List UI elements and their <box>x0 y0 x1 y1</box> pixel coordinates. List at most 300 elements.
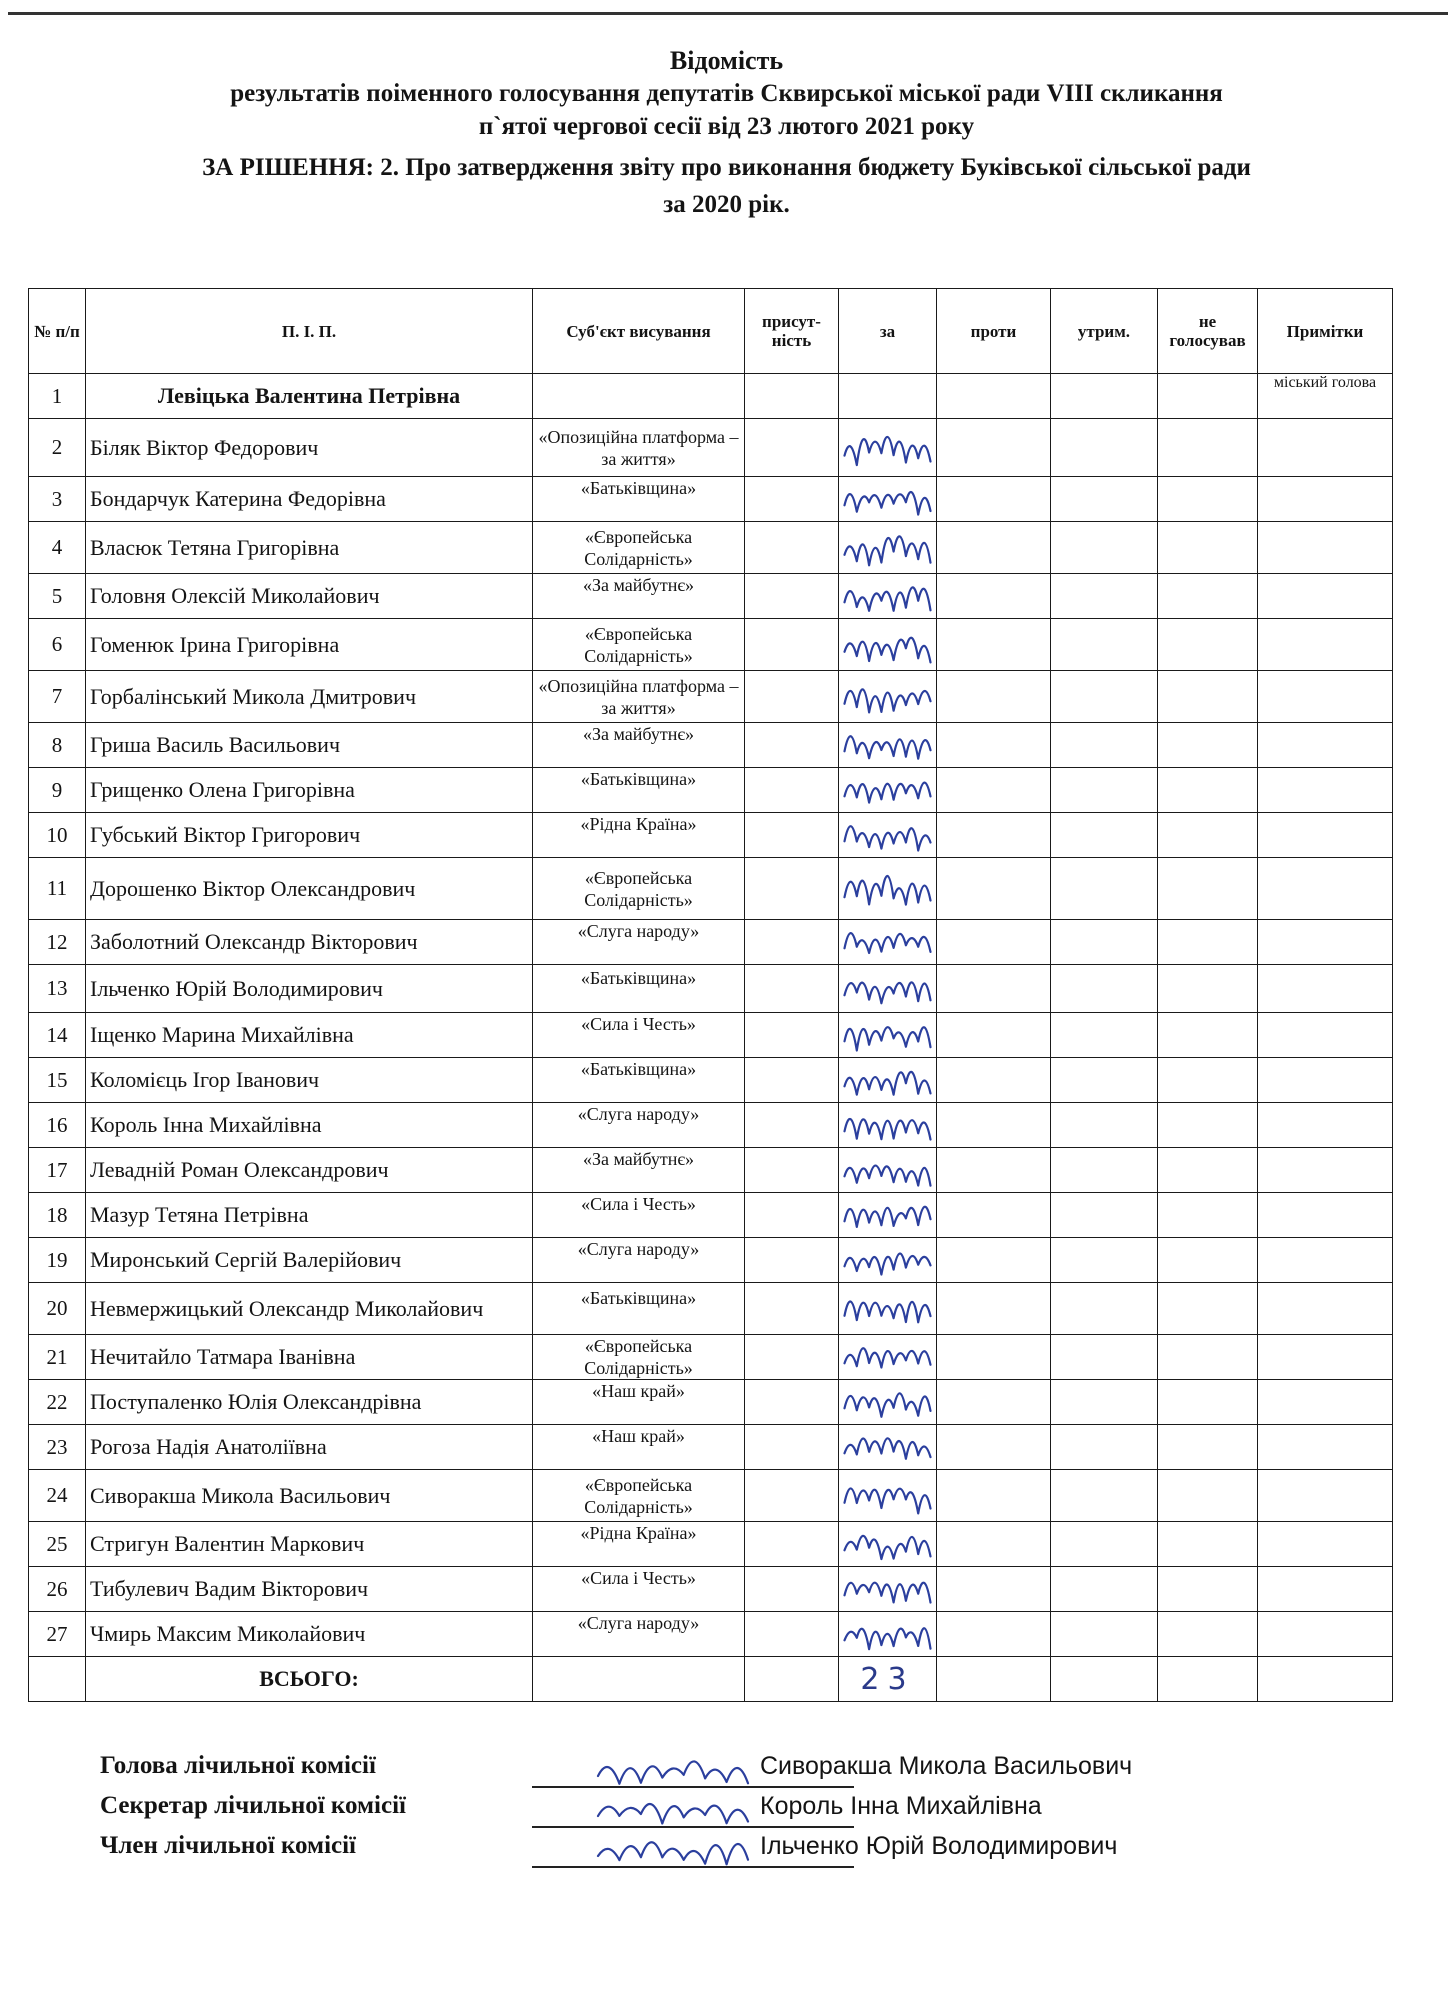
deputy-name: Бондарчук Катерина Федорівна <box>86 477 533 522</box>
note-cell <box>1258 1283 1393 1335</box>
deputy-name: Тибулевич Вадим Вікторович <box>86 1567 533 1612</box>
table-row <box>29 619 1393 671</box>
note-cell <box>1258 671 1393 723</box>
vote-abstain-cell <box>1051 1283 1158 1335</box>
document-header <box>0 44 1453 223</box>
present-cell <box>745 671 839 723</box>
vote-against-cell <box>937 858 1051 920</box>
vote-abstain-cell <box>1051 1335 1158 1380</box>
vote-against-cell <box>937 1193 1051 1238</box>
vote-for-cell <box>839 1522 937 1567</box>
party-cell <box>533 1425 745 1470</box>
vote-for-cell <box>839 374 937 419</box>
row-number: 7 <box>29 671 86 723</box>
vote-against-cell <box>937 1283 1051 1335</box>
note-cell-text <box>1262 1470 1388 1492</box>
party-cell <box>533 1522 745 1567</box>
note-cell-text <box>1262 671 1388 693</box>
vote-for-cell <box>839 1612 937 1657</box>
row-number: 15 <box>29 1058 86 1103</box>
note-cell-text <box>1262 723 1388 745</box>
note-cell <box>1258 1148 1393 1193</box>
row-number: 2 <box>29 419 86 477</box>
vote-abstain-cell <box>1051 1425 1158 1470</box>
header-present: присут-ність <box>745 289 839 374</box>
note-cell <box>1258 477 1393 522</box>
note-cell <box>1258 574 1393 619</box>
note-cell-text: міський голова <box>1273 374 1377 391</box>
document-title: Відомість <box>669 46 784 75</box>
vote-for-cell <box>839 477 937 522</box>
not-voted-cell <box>1158 1425 1258 1470</box>
note-cell-text <box>1262 1425 1388 1447</box>
party-cell <box>533 1335 745 1380</box>
row-number: 24 <box>29 1470 86 1522</box>
top-border-line <box>8 12 1448 15</box>
present-cell <box>745 1058 839 1103</box>
note-cell <box>1258 419 1393 477</box>
table-row <box>29 768 1393 813</box>
deputy-name: Дорошенко Віктор Олександрович <box>86 858 533 920</box>
table-row <box>29 477 1393 522</box>
vote-abstain-cell <box>1051 965 1158 1013</box>
present-cell <box>745 723 839 768</box>
present-cell <box>745 1283 839 1335</box>
vote-for-cell <box>839 1283 937 1335</box>
commission-row <box>100 1792 1400 1832</box>
vote-against-cell <box>937 1103 1051 1148</box>
not-voted-cell <box>1158 1148 1258 1193</box>
row-number: 1 <box>29 374 86 419</box>
row-number: 12 <box>29 920 86 965</box>
row-number: 11 <box>29 858 86 920</box>
not-voted-cell <box>1158 419 1258 477</box>
present-cell <box>745 813 839 858</box>
total-cell-not-voted <box>1158 1657 1258 1702</box>
present-cell <box>745 1148 839 1193</box>
party-cell-text: «За майбутнє» <box>582 724 695 744</box>
party-cell-text: «Рідна Країна» <box>580 814 697 834</box>
table-row <box>29 1470 1393 1522</box>
deputy-name: Рогоза Надія Анатоліївна <box>86 1425 533 1470</box>
total-cell-num <box>29 1657 86 1702</box>
present-cell <box>745 1425 839 1470</box>
table-row <box>29 1148 1393 1193</box>
vote-abstain-cell <box>1051 920 1158 965</box>
present-cell <box>745 1335 839 1380</box>
row-number: 3 <box>29 477 86 522</box>
row-number: 18 <box>29 1193 86 1238</box>
not-voted-cell <box>1158 1380 1258 1425</box>
vote-abstain-cell <box>1051 1013 1158 1058</box>
party-cell <box>533 574 745 619</box>
total-cell-against <box>937 1657 1051 1702</box>
row-number: 16 <box>29 1103 86 1148</box>
party-cell-text: «Європейська Солідарність» <box>584 526 693 569</box>
total-cell-present <box>745 1657 839 1702</box>
note-cell-text <box>1262 1013 1388 1035</box>
party-cell <box>533 1567 745 1612</box>
present-cell <box>745 1193 839 1238</box>
deputy-name: Біляк Віктор Федорович <box>86 419 533 477</box>
deputy-name: Коломієць Ігор Іванович <box>86 1058 533 1103</box>
vote-abstain-cell <box>1051 768 1158 813</box>
row-number: 10 <box>29 813 86 858</box>
vote-against-cell <box>937 1425 1051 1470</box>
party-cell-text: «Опозиційна платформа – за життя» <box>538 675 739 718</box>
deputy-name: Нечитайло Татмара Іванівна <box>86 1335 533 1380</box>
vote-for-cell <box>839 768 937 813</box>
vote-against-cell <box>937 1148 1051 1193</box>
decision-title-1: ЗА РІШЕННЯ: 2. Про затвердження звіту про виконання бюджету Буківської сільської ради <box>202 154 1251 181</box>
note-cell-text <box>1262 1193 1388 1215</box>
row-number: 23 <box>29 1425 86 1470</box>
present-cell <box>745 965 839 1013</box>
deputy-name: Горбалінський Микола Дмитрович <box>86 671 533 723</box>
not-voted-cell <box>1158 574 1258 619</box>
commission-row <box>100 1832 1400 1872</box>
not-voted-cell <box>1158 920 1258 965</box>
vote-against-cell <box>937 671 1051 723</box>
party-cell <box>533 1380 745 1425</box>
party-cell <box>533 1103 745 1148</box>
party-cell-text: «Батьківщина» <box>580 769 697 789</box>
party-cell-text: «За майбутнє» <box>582 1149 695 1169</box>
vote-for-cell <box>839 723 937 768</box>
deputy-name: Ільченко Юрій Володимирович <box>86 965 533 1013</box>
vote-against-cell <box>937 1612 1051 1657</box>
note-cell-text <box>1262 1380 1388 1402</box>
vote-against-cell <box>937 768 1051 813</box>
not-voted-cell <box>1158 1103 1258 1148</box>
row-number: 14 <box>29 1013 86 1058</box>
vote-abstain-cell <box>1051 1522 1158 1567</box>
party-cell <box>533 619 745 671</box>
table-row <box>29 858 1393 920</box>
commission-row <box>100 1752 1400 1792</box>
row-number: 19 <box>29 1238 86 1283</box>
table-row <box>29 671 1393 723</box>
not-voted-cell <box>1158 768 1258 813</box>
vote-for-cell <box>839 858 937 920</box>
commission-name: Ільченко Юрій Володимирович <box>760 1832 1118 1860</box>
party-cell-text: «За майбутнє» <box>582 575 695 595</box>
vote-for-cell <box>839 1425 937 1470</box>
vote-against-cell <box>937 965 1051 1013</box>
party-cell-text: «Батьківщина» <box>580 967 697 988</box>
vote-abstain-cell <box>1051 522 1158 574</box>
vote-abstain-cell <box>1051 419 1158 477</box>
vote-for-cell <box>839 522 937 574</box>
deputy-name: Власюк Тетяна Григорівна <box>86 522 533 574</box>
party-cell-text: «Європейська Солідарність» <box>584 1474 693 1517</box>
party-cell-text: «Сила і Честь» <box>581 1194 696 1214</box>
table-row <box>29 1193 1393 1238</box>
deputy-name: Гриша Василь Васильович <box>86 723 533 768</box>
deputy-name: Миронський Сергій Валерійович <box>86 1238 533 1283</box>
row-number: 20 <box>29 1283 86 1335</box>
party-cell-text: «Батьківщина» <box>580 478 697 498</box>
party-cell <box>533 1612 745 1657</box>
vote-against-cell <box>937 1522 1051 1567</box>
party-cell <box>533 965 745 1013</box>
not-voted-cell <box>1158 1335 1258 1380</box>
party-cell-text: «Слуга народу» <box>577 1104 700 1124</box>
total-row <box>29 1657 1393 1702</box>
note-cell-text <box>1262 1612 1388 1634</box>
present-cell <box>745 574 839 619</box>
commission-role: Секретар лічильної комісії <box>100 1792 406 1819</box>
not-voted-cell <box>1158 723 1258 768</box>
table-row <box>29 1612 1393 1657</box>
present-cell <box>745 522 839 574</box>
header-num: № п/п <box>29 289 86 374</box>
vote-for-cell <box>839 1238 937 1283</box>
deputy-name: Чмирь Максим Миколайович <box>86 1612 533 1657</box>
commission-name: Сиворакша Микола Васильович <box>760 1752 1133 1780</box>
party-cell-text: «Опозиційна платформа – за життя» <box>538 426 739 469</box>
note-cell <box>1258 965 1393 1013</box>
note-cell-text <box>1262 619 1388 641</box>
deputy-name: Поступаленко Юлія Олександрівна <box>86 1380 533 1425</box>
party-cell <box>533 522 745 574</box>
total-cell-note <box>1258 1657 1393 1702</box>
party-cell <box>533 1283 745 1335</box>
header-note: Примітки <box>1258 289 1393 374</box>
vote-against-cell <box>937 723 1051 768</box>
note-cell <box>1258 723 1393 768</box>
not-voted-cell <box>1158 965 1258 1013</box>
table-row <box>29 1380 1393 1425</box>
row-number: 17 <box>29 1148 86 1193</box>
note-cell-text <box>1262 920 1388 942</box>
table-row <box>29 965 1393 1013</box>
note-cell <box>1258 1522 1393 1567</box>
vote-abstain-cell <box>1051 619 1158 671</box>
party-cell <box>533 1193 745 1238</box>
vote-against-cell <box>937 477 1051 522</box>
vote-abstain-cell <box>1051 574 1158 619</box>
table-row <box>29 1522 1393 1567</box>
note-cell <box>1258 1612 1393 1657</box>
deputy-name: Губський Віктор Григорович <box>86 813 533 858</box>
present-cell <box>745 768 839 813</box>
vote-for-cell <box>839 1148 937 1193</box>
table-row <box>29 1425 1393 1470</box>
not-voted-cell <box>1158 671 1258 723</box>
note-cell <box>1258 522 1393 574</box>
deputy-name: Левадній Роман Олександрович <box>86 1148 533 1193</box>
signature-line <box>532 1866 854 1868</box>
party-cell <box>533 419 745 477</box>
decision-title-2: за 2020 рік. <box>663 191 790 218</box>
party-cell-text: «Європейська Солідарність» <box>584 623 693 666</box>
header-against: проти <box>937 289 1051 374</box>
note-cell <box>1258 1335 1393 1380</box>
row-number: 22 <box>29 1380 86 1425</box>
party-cell <box>533 1148 745 1193</box>
not-voted-cell <box>1158 1470 1258 1522</box>
row-number: 9 <box>29 768 86 813</box>
vote-against-cell <box>937 1335 1051 1380</box>
vote-abstain-cell <box>1051 1567 1158 1612</box>
party-cell <box>533 768 745 813</box>
total-label: ВСЬОГО: <box>86 1657 533 1702</box>
note-cell-text <box>1262 1522 1388 1544</box>
vote-against-cell <box>937 920 1051 965</box>
note-cell <box>1258 1470 1393 1522</box>
vote-abstain-cell <box>1051 671 1158 723</box>
vote-abstain-cell <box>1051 813 1158 858</box>
deputy-name: Грищенко Олена Григорівна <box>86 768 533 813</box>
vote-for-cell <box>839 1567 937 1612</box>
note-cell-text <box>1262 1567 1388 1589</box>
deputy-name: Невмержицький Олександр Миколайович <box>86 1283 533 1335</box>
signature-line <box>532 1826 854 1828</box>
party-cell-text: «Сила і Честь» <box>581 1568 696 1588</box>
vote-against-cell <box>937 1470 1051 1522</box>
present-cell <box>745 920 839 965</box>
party-cell-text: «Європейська Солідарність» <box>584 1336 693 1378</box>
deputy-name: Сиворакша Микола Васильович <box>86 1470 533 1522</box>
note-cell-text <box>1262 768 1388 790</box>
party-cell <box>533 1470 745 1522</box>
table-header-row <box>29 289 1393 374</box>
signature-line <box>532 1786 854 1788</box>
vote-for-cell <box>839 1380 937 1425</box>
note-cell-text <box>1262 1103 1388 1125</box>
party-cell <box>533 1013 745 1058</box>
deputy-name: Гоменюк Ірина Григорівна <box>86 619 533 671</box>
party-cell <box>533 374 745 419</box>
header-abstain: утрим. <box>1051 289 1158 374</box>
table-row <box>29 1103 1393 1148</box>
present-cell <box>745 858 839 920</box>
present-cell <box>745 1238 839 1283</box>
deputy-name: Король Інна Михайлівна <box>86 1103 533 1148</box>
party-cell-text <box>537 374 740 418</box>
note-cell <box>1258 1013 1393 1058</box>
row-number: 26 <box>29 1567 86 1612</box>
vote-for-cell <box>839 965 937 1013</box>
note-cell-text <box>1262 477 1388 499</box>
header-not-voted: не голосував <box>1158 289 1258 374</box>
table-row <box>29 1335 1393 1380</box>
vote-against-cell <box>937 522 1051 574</box>
deputy-name: Заболотний Олександр Вікторович <box>86 920 533 965</box>
party-cell <box>533 477 745 522</box>
party-cell <box>533 920 745 965</box>
party-cell <box>533 1238 745 1283</box>
note-cell <box>1258 1103 1393 1148</box>
table-row <box>29 522 1393 574</box>
note-cell <box>1258 619 1393 671</box>
voting-table <box>28 288 1393 1702</box>
deputy-name: Левіцька Валентина Петрівна <box>86 374 533 419</box>
note-cell <box>1258 813 1393 858</box>
vote-abstain-cell <box>1051 1148 1158 1193</box>
party-cell-text: «Європейська Солідарність» <box>584 867 693 910</box>
vote-abstain-cell <box>1051 1380 1158 1425</box>
vote-against-cell <box>937 1567 1051 1612</box>
vote-against-cell <box>937 619 1051 671</box>
party-cell <box>533 723 745 768</box>
row-number: 4 <box>29 522 86 574</box>
not-voted-cell <box>1158 1522 1258 1567</box>
document-subtitle-2: п`ятої чергової сесії від 23 лютого 2021 року <box>478 113 975 140</box>
row-number: 8 <box>29 723 86 768</box>
present-cell <box>745 619 839 671</box>
vote-for-cell <box>839 920 937 965</box>
note-cell-text <box>1262 858 1388 880</box>
vote-abstain-cell <box>1051 723 1158 768</box>
not-voted-cell <box>1158 1193 1258 1238</box>
note-cell <box>1258 858 1393 920</box>
not-voted-cell <box>1158 1567 1258 1612</box>
vote-for-cell <box>839 574 937 619</box>
table-row <box>29 419 1393 477</box>
note-cell-text <box>1262 813 1388 835</box>
note-cell <box>1258 1238 1393 1283</box>
total-for-value: 23 <box>839 1657 937 1702</box>
table-row <box>29 813 1393 858</box>
deputy-name: Стригун Валентин Маркович <box>86 1522 533 1567</box>
vote-for-cell <box>839 1013 937 1058</box>
total-cell-party <box>533 1657 745 1702</box>
not-voted-cell <box>1158 1013 1258 1058</box>
vote-abstain-cell <box>1051 374 1158 419</box>
party-cell-text: «Сила і Честь» <box>581 1014 696 1034</box>
row-number: 21 <box>29 1335 86 1380</box>
table-row <box>29 1283 1393 1335</box>
not-voted-cell <box>1158 1283 1258 1335</box>
commission-role: Член лічильної комісії <box>100 1832 357 1859</box>
table-row <box>29 574 1393 619</box>
table-row <box>29 1238 1393 1283</box>
vote-abstain-cell <box>1051 1612 1158 1657</box>
vote-abstain-cell <box>1051 858 1158 920</box>
header-party: Суб'єкт висування <box>533 289 745 374</box>
vote-against-cell <box>937 813 1051 858</box>
not-voted-cell <box>1158 374 1258 419</box>
commission-role: Голова лічильної комісії <box>100 1752 376 1779</box>
present-cell <box>745 1567 839 1612</box>
party-cell-text: «Слуга народу» <box>577 1613 700 1633</box>
vote-for-cell <box>839 419 937 477</box>
vote-for-cell <box>839 1103 937 1148</box>
note-cell <box>1258 768 1393 813</box>
party-cell-text: «Наш край» <box>592 1381 685 1401</box>
vote-for-cell <box>839 1058 937 1103</box>
header-for: за <box>839 289 937 374</box>
document-subtitle-1: результатів поіменного голосування депутатів Сквирської міської ради VIII скликання <box>230 80 1223 107</box>
party-cell-text: «Слуга народу» <box>577 921 700 941</box>
note-cell <box>1258 1425 1393 1470</box>
note-cell-text <box>1262 1283 1388 1305</box>
total-cell-abstain <box>1051 1657 1158 1702</box>
vote-against-cell <box>937 1058 1051 1103</box>
table-row <box>29 374 1393 419</box>
not-voted-cell <box>1158 813 1258 858</box>
note-cell-text <box>1262 965 1388 987</box>
note-cell <box>1258 1380 1393 1425</box>
commission-name: Король Інна Михайлівна <box>760 1792 1042 1820</box>
deputy-name: Мазур Тетяна Петрівна <box>86 1193 533 1238</box>
party-cell-text: «Наш край» <box>592 1426 685 1446</box>
not-voted-cell <box>1158 522 1258 574</box>
deputy-name: Головня Олексій Миколайович <box>86 574 533 619</box>
header-name: П. І. П. <box>86 289 533 374</box>
